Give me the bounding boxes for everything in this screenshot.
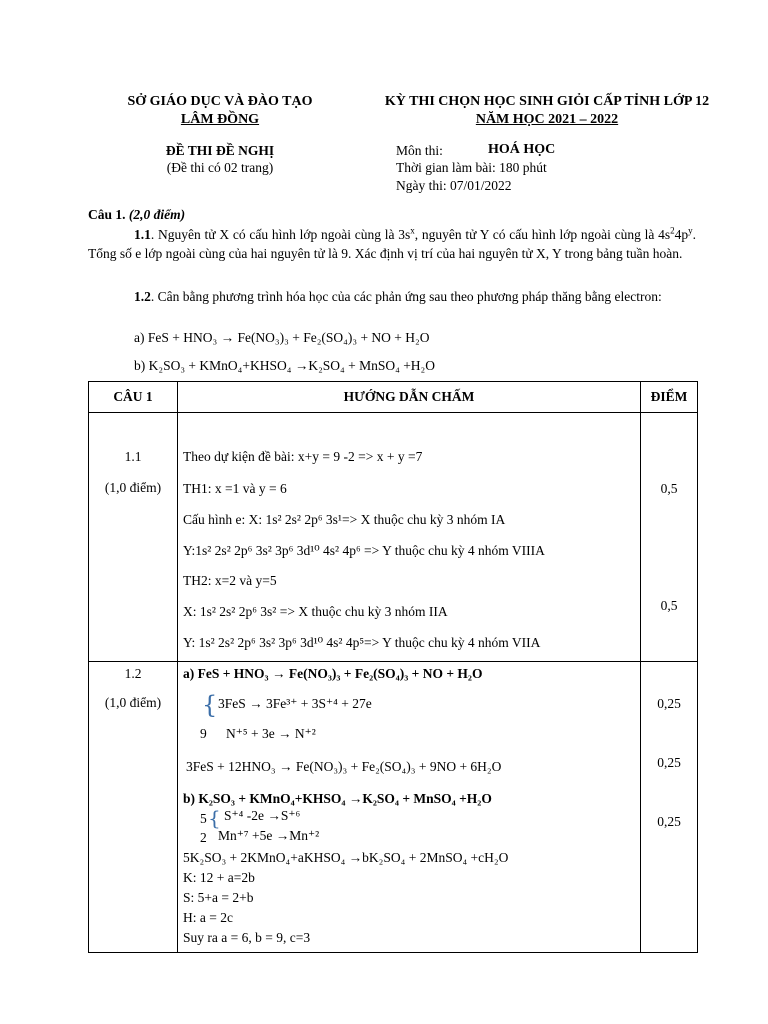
row-2-number: 1.2 <box>124 666 142 681</box>
score-value: 0,5 <box>660 598 678 613</box>
score-value: 0,25 <box>657 696 681 711</box>
table-row <box>89 662 698 953</box>
text-run: 4p <box>674 227 689 242</box>
proposed-exam-label: ĐỀ THI ĐỀ NGHỊ <box>165 143 275 158</box>
question-heading <box>88 207 185 223</box>
part-1-1-number: 1.1 <box>134 227 151 242</box>
dept-name: SỞ GIÁO DỤC VÀ ĐÀO TẠO <box>127 94 313 109</box>
text-run: . Cân bằng phương trình hóa học của các phản ứng sau theo phương pháp thăng bằng electron: <box>150 289 662 304</box>
text-run: . Nguyên tử X có cấu hình lớp ngoài cùng là 3s <box>150 227 411 242</box>
school-year: NĂM HỌC 2021 – 2022 <box>475 112 619 127</box>
score-value: 0,5 <box>660 481 678 496</box>
guide-line: TH1: x =1 và y = 6 <box>183 481 287 496</box>
equation-a: a) FeS + HNO₃ → Fe(NO₃)₃ + Fe₂(SO₄)₃ + NO + H₂O <box>134 330 430 345</box>
guide-line: H: a = 2c <box>183 910 233 925</box>
part-1-2-number: 1.2 <box>134 289 151 304</box>
header-guide: HƯỚNG DẪN CHẤM <box>343 389 475 404</box>
exam-date: Ngày thi: 07/01/2022 <box>396 178 512 193</box>
guide-line: Theo dự kiện đề bài: x+y = 9 -2 => x + y =7 <box>183 449 423 464</box>
table-row <box>89 413 698 662</box>
pages-note: (Đề thi có 02 trang) <box>166 160 274 175</box>
row-2-points: (1,0 điểm) <box>104 695 162 710</box>
guide-line: Cấu hình e: X: 1s² 2s² 2p⁶ 3s¹=> X thuộc chu kỳ 3 nhóm IA <box>183 512 506 527</box>
guide-coefficient: 9 <box>200 726 207 741</box>
equation-b: b) K₂SO₃ + KMnO₄+KHSO₄ →K₂SO₄ + MnSO₄ +H₂O <box>134 358 436 373</box>
superscript: 2 <box>670 225 675 236</box>
guide-line: 3FeS + 12HNO₃ → Fe(NO₃)₃ + Fe₂(SO₄)₃ + 9NO + 6H₂O <box>186 759 502 774</box>
part-1-1-text <box>88 225 696 263</box>
text-run: , nguyên tử Y có cấu hình lớp ngoài cùng là 4s <box>414 227 671 242</box>
part-1-2-text <box>88 287 696 306</box>
guide-line: N⁺⁵ + 3e → N⁺² <box>226 726 316 741</box>
row-question-cell <box>89 662 178 953</box>
superscript: x <box>410 225 415 236</box>
row-question-cell <box>89 413 178 662</box>
header-question: CÂU 1 <box>113 389 153 404</box>
subject-value: HOÁ HỌC <box>488 142 556 157</box>
guide-line: Y:1s² 2s² 2p⁶ 3s² 3p⁶ 3d¹⁰ 4s² 4p⁶ => Y thuộc chu kỳ 4 nhóm VIIIA <box>183 543 545 558</box>
guide-line: b) K₂SO₃ + KMnO₄+KHSO₄ →K₂SO₄ + MnSO₄ +H₂O <box>183 791 492 806</box>
superscript: y <box>688 225 693 236</box>
guide-line: S⁺⁴ -2e →S⁺⁶ <box>224 808 301 823</box>
guide-coefficient: 5 <box>200 811 207 826</box>
question-points: (2,0 điểm) <box>128 207 186 222</box>
guide-line: Mn⁺⁷ +5e →Mn⁺² <box>218 828 320 843</box>
guide-line: Y: 1s² 2s² 2p⁶ 3s² 3p⁶ 3d¹⁰ 4s² 4p⁵=> Y thuộc chu kỳ 4 nhóm VIIA <box>183 635 541 650</box>
guide-line: K: 12 + a=2b <box>183 870 255 885</box>
row-guide-cell <box>178 413 641 662</box>
row-1-number: 1.1 <box>124 449 142 464</box>
header-cell <box>89 382 178 413</box>
guide-line: 5K₂SO₃ + 2KMnO₄+aKHSO₄ →bK₂SO₄ + 2MnSO₄ +cH₂O <box>183 850 509 865</box>
score-value: 0,25 <box>657 755 681 770</box>
guide-line: a) FeS + HNO₃ → Fe(NO₃)₃ + Fe₂(SO₄)₃ + NO + H₂O <box>183 666 483 681</box>
row-score-cell <box>641 413 698 662</box>
question-label: Câu 1. <box>88 207 126 222</box>
guide-line: 3FeS → 3Fe³⁺ + 3S⁺⁴ + 27e <box>218 696 372 711</box>
header-score: ĐIỂM <box>650 389 688 404</box>
exam-title: KỲ THI CHỌN HỌC SINH GIỎI CẤP TỈNH LỚP 12 <box>384 94 710 109</box>
table-header-row <box>89 382 698 413</box>
brace-icon: { <box>202 691 218 719</box>
province-name: LÂM ĐỒNG <box>180 112 260 127</box>
brace-icon: { <box>208 806 221 830</box>
guide-line: TH2: x=2 và y=5 <box>183 573 277 588</box>
guide-coefficient: 2 <box>200 830 207 845</box>
score-value: 0,25 <box>657 814 681 829</box>
grading-table <box>88 381 698 953</box>
header-cell <box>641 382 698 413</box>
row-guide-cell <box>178 662 641 953</box>
exam-duration: Thời gian làm bài: 180 phút <box>396 160 547 175</box>
text-run: . Tổng số e lớp ngoài cùng của hai nguyên tử là 9. Xác định vị trí của hai nguyên tử X, Y trong bảng tuần hoàn. <box>88 227 696 261</box>
guide-line: S: 5+a = 2+b <box>183 890 254 905</box>
row-score-cell <box>641 662 698 953</box>
subject-label: Môn thi: <box>396 143 443 158</box>
guide-line: X: 1s² 2s² 2p⁶ 3s² => X thuộc chu kỳ 3 nhóm IIA <box>183 604 448 619</box>
row-1-points: (1,0 điểm) <box>104 480 162 495</box>
guide-line: Suy ra a = 6, b = 9, c=3 <box>183 930 311 945</box>
header-cell <box>178 382 641 413</box>
